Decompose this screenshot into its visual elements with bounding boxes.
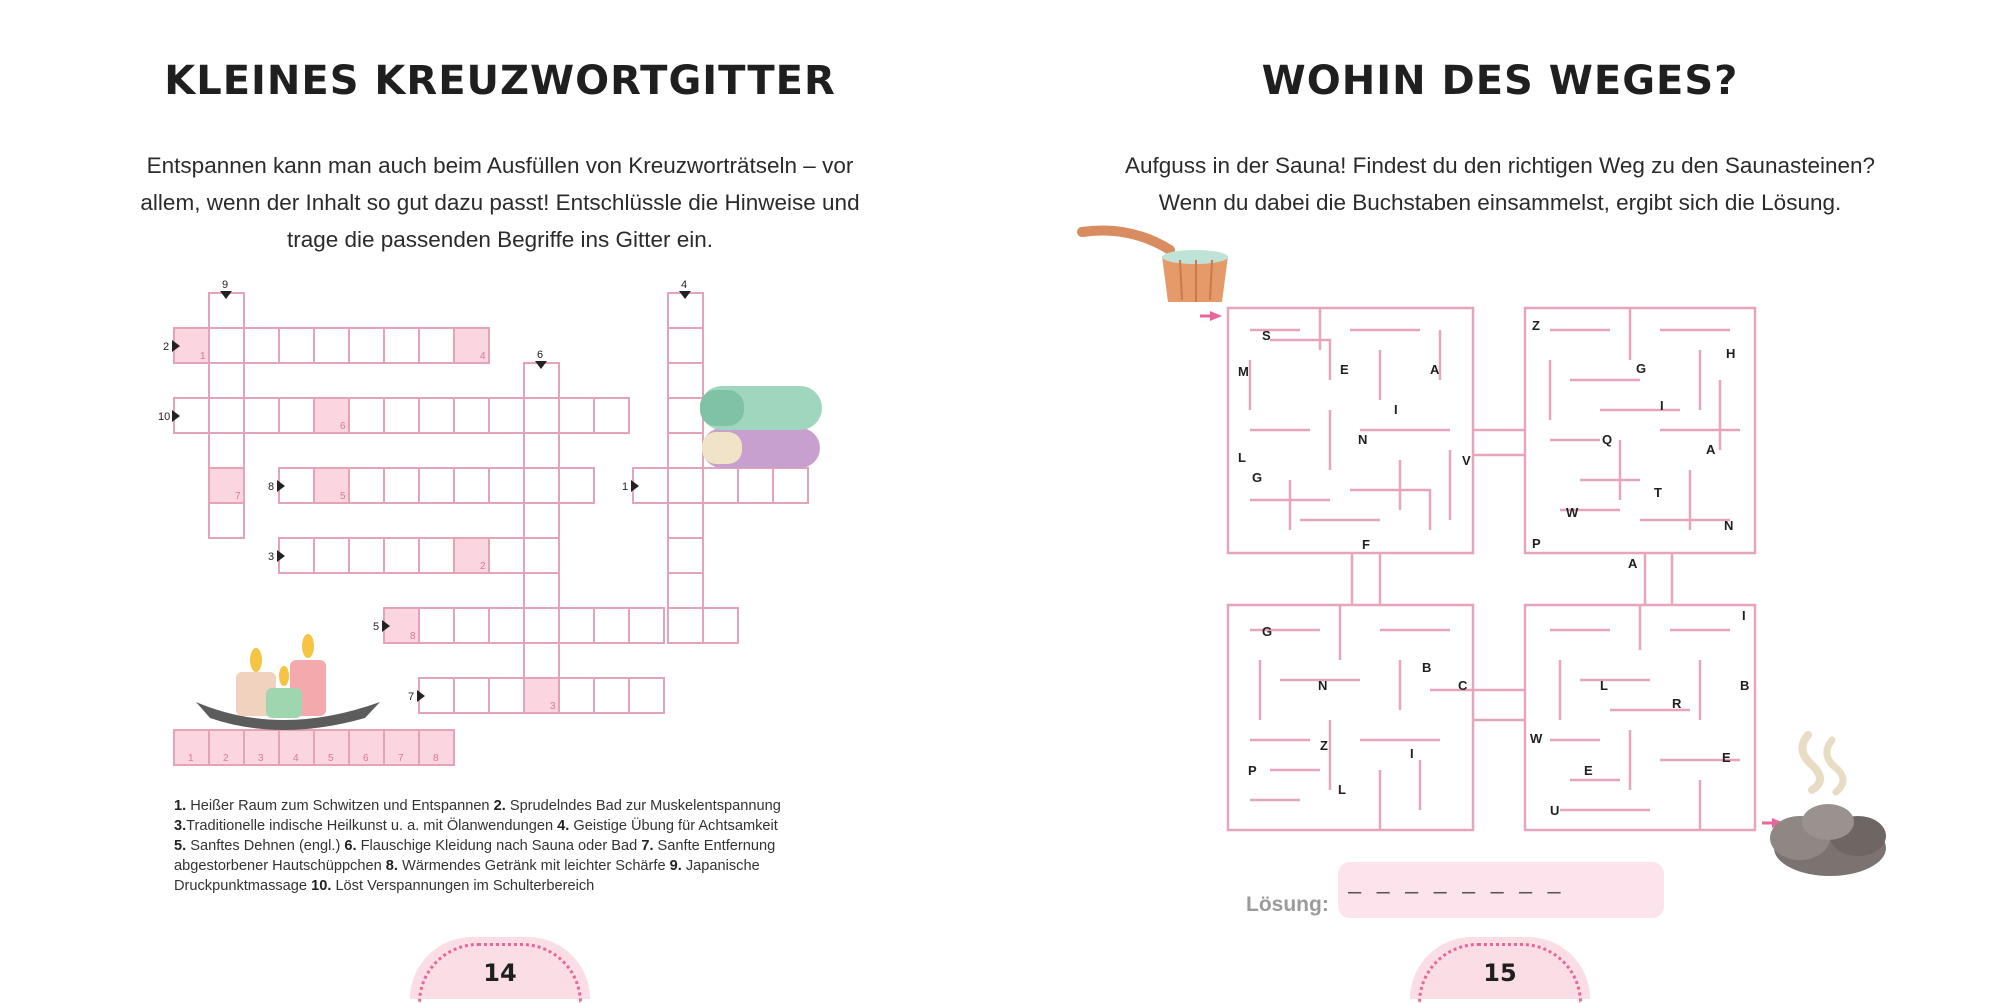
svg-text:A: A (1706, 442, 1716, 457)
svg-text:2: 2 (480, 561, 486, 572)
svg-text:3: 3 (550, 701, 556, 712)
svg-text:A: A (1628, 556, 1638, 571)
left-page (0, 0, 1000, 999)
clue-number-8: 8 (268, 481, 275, 493)
svg-text:I: I (1660, 398, 1664, 413)
solution-index-1: 1 (188, 753, 194, 764)
clue-number-9: 9 (222, 279, 229, 291)
svg-text:C: C (1458, 678, 1468, 693)
solution-blanks: — — — — — — — — (1348, 880, 1562, 905)
svg-text:E: E (1584, 763, 1593, 778)
clue-number-7: 7 (408, 691, 415, 703)
svg-text:W: W (1530, 731, 1543, 746)
solution-index-4: 4 (293, 753, 299, 764)
svg-text:U: U (1550, 803, 1560, 818)
svg-text:B: B (1740, 678, 1750, 693)
maze-title: WOHIN DES WEGES? (1261, 58, 1739, 104)
svg-text:6: 6 (340, 421, 346, 432)
svg-text:G: G (1252, 470, 1263, 485)
clue-number-3: 3 (268, 551, 275, 563)
svg-text:L: L (1600, 678, 1608, 693)
page-number: 15 (1483, 959, 1517, 987)
crossword-intro: Entspannen kann man auch beim Ausfüllen von Kreuzworträtseln – vor allem, wenn der Inhalt so gut dazu passt! Entschlüssle die Hinweise und trage die passenden Begriffe ins Gitter ein. (140, 153, 860, 252)
svg-text:Q: Q (1602, 432, 1613, 447)
sauna-stones-icon (1770, 735, 1886, 876)
clue-number-5: 5 (373, 621, 380, 633)
svg-text:S: S (1262, 328, 1271, 343)
towels-icon (700, 386, 822, 468)
svg-text:P: P (1248, 763, 1257, 778)
svg-text:I: I (1410, 746, 1414, 761)
clue-number-1: 1 (622, 481, 629, 493)
svg-text:G: G (1262, 624, 1273, 639)
solution-index-3: 3 (258, 753, 264, 764)
page-number-badge (410, 937, 590, 999)
clue-number-2: 2 (163, 341, 170, 353)
page-number-badge (1410, 937, 1590, 999)
svg-text:5: 5 (340, 491, 346, 502)
solution-index-8: 8 (433, 753, 439, 764)
svg-text:N: N (1358, 432, 1368, 447)
svg-text:E: E (1722, 750, 1731, 765)
svg-text:V: V (1462, 453, 1471, 468)
svg-text:B: B (1422, 660, 1432, 675)
svg-text:L: L (1338, 782, 1346, 797)
svg-text:H: H (1726, 346, 1736, 361)
svg-text:L: L (1238, 450, 1246, 465)
svg-text:P: P (1532, 536, 1541, 551)
solution-label: Lösung: (1246, 893, 1329, 916)
right-page (1000, 0, 2000, 999)
svg-text:M: M (1238, 364, 1249, 379)
svg-text:I: I (1394, 402, 1398, 417)
clue-number-10: 10 (158, 411, 171, 423)
svg-text:R: R (1672, 696, 1682, 711)
svg-text:4: 4 (480, 351, 486, 362)
maze-intro: Aufguss in der Sauna! Findest du den richtigen Weg zu den Saunasteinen? Wenn du dabei die Buchstaben einsammelst, ergibt sich die Lösung. (1124, 153, 1876, 215)
page-number: 14 (483, 959, 517, 987)
ladle-icon (1082, 230, 1228, 302)
svg-text:Z: Z (1532, 318, 1540, 333)
svg-text:1: 1 (200, 351, 206, 362)
svg-text:W: W (1566, 505, 1579, 520)
svg-text:E: E (1340, 362, 1349, 377)
candles-icon (196, 634, 380, 730)
solution-index-2: 2 (223, 753, 229, 764)
maze[interactable] (1000, 0, 2000, 999)
clue-list: 1. Heißer Raum zum Schwitzen und Entspannen 2. Sprudelndes Bad zur Muskelentspannung 3.Traditionelle indische Heilkunst u. a. mit Ölanwendungen 4. Geistige Übung für Achtsamkeit 5. Sanftes Dehnen (engl.) 6. Flauschige Kleidung nach Sauna oder Bad 7. Sanfte Entfernung abgestorbener Hautschüppchen 8. Wärmendes Getränk mit leichter Schärfe 9. Japanische Druckpunktmassage 10. Löst Verspannungen im Schulterbereich (174, 798, 781, 894)
svg-text:F: F (1362, 537, 1370, 552)
solution-index-7: 7 (398, 753, 404, 764)
svg-text:G: G (1636, 361, 1647, 376)
svg-text:N: N (1724, 518, 1734, 533)
svg-text:A: A (1430, 362, 1440, 377)
clue-number-6: 6 (537, 349, 544, 361)
solution-index-5: 5 (328, 753, 334, 764)
svg-text:N: N (1318, 678, 1328, 693)
solution-index-6: 6 (363, 753, 369, 764)
svg-text:I: I (1742, 608, 1746, 623)
svg-text:8: 8 (410, 631, 416, 642)
svg-text:Z: Z (1320, 738, 1328, 753)
svg-text:7: 7 (235, 491, 241, 502)
crossword-title: KLEINES KREUZWORTGITTER (164, 58, 836, 104)
clue-number-4: 4 (681, 279, 688, 291)
svg-text:T: T (1654, 485, 1662, 500)
